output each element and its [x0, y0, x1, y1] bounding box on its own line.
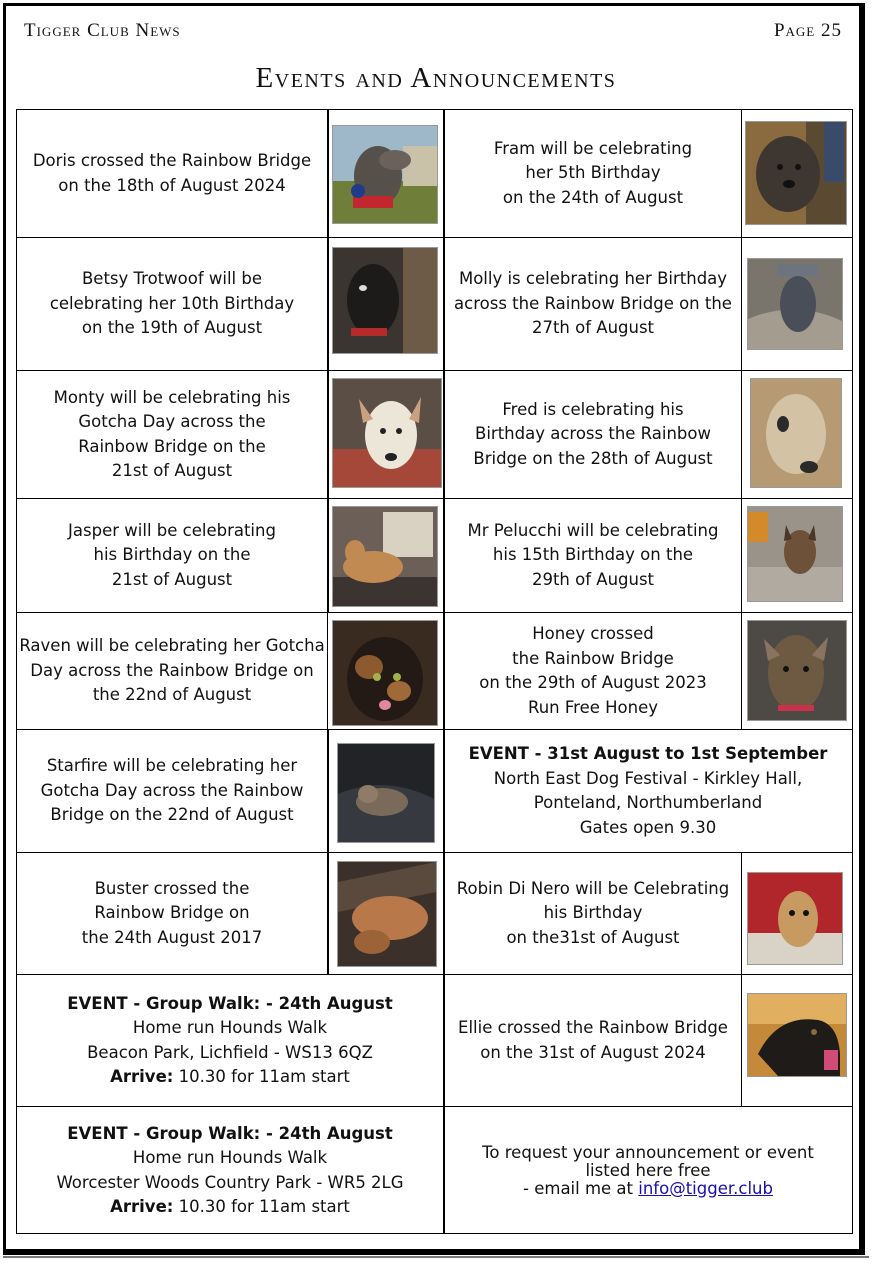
announcement-mr-pelucchi — [444, 499, 742, 612]
table-row — [17, 975, 852, 1107]
betsy-photo — [333, 248, 437, 353]
starfire-photo — [338, 744, 434, 842]
event-beacon-park-walk — [17, 975, 443, 1106]
text-line: celebrating her 10th Birthday — [49, 293, 295, 313]
text-line: Run Free Honey — [527, 697, 658, 717]
text-line: 21st of August — [111, 461, 233, 480]
text-line: Birthday across the Rainbow — [475, 424, 711, 444]
text-line: Day across the Rainbow Bridge on — [30, 660, 314, 680]
monty-photo — [333, 379, 441, 487]
table-row — [17, 371, 852, 499]
text-line: North East Dog Festival - Kirkley Hall, — [493, 768, 803, 788]
text-line: Ellie crossed the Rainbow Bridge — [458, 1018, 728, 1037]
text-line: Betsy Trotwoof will be — [81, 269, 263, 289]
event-dog-festival — [444, 730, 852, 852]
announcement-fram — [444, 110, 742, 237]
text-line: her 5th Birthday — [525, 163, 661, 183]
fred-photo — [751, 379, 841, 487]
text-line: Fred is celebrating his — [502, 399, 684, 419]
raven-photo — [333, 621, 437, 725]
text-line: across the Rainbow Bridge on the — [454, 293, 732, 313]
announcement-molly — [444, 238, 742, 370]
announcement-doris — [17, 110, 327, 237]
page-number: Page 25 — [773, 20, 842, 41]
text-line: Honey crossed — [532, 624, 654, 643]
text-line: Raven will be celebrating her Gotcha — [19, 636, 325, 656]
text-line: Jasper will be celebrating — [68, 520, 276, 540]
text-line: Starfire will be celebrating her — [46, 756, 298, 776]
text-line: To request your announcement or event — [482, 1142, 814, 1162]
text-line: on the31st of August — [506, 927, 680, 947]
text-line: Home run Hounds Walk — [132, 1148, 328, 1167]
request-announcement-note — [444, 1107, 852, 1234]
arrive-label: Arrive: — [110, 1197, 174, 1216]
announcement-raven — [17, 613, 327, 729]
buster-photo — [338, 862, 436, 966]
text-line: his Birthday — [543, 903, 643, 923]
text-line: on the 24th of August — [502, 187, 684, 207]
text-line: on the 31st of August 2024 — [480, 1042, 706, 1062]
announcement-honey — [444, 613, 742, 729]
event-worcester-woods-walk — [17, 1107, 443, 1234]
announcement-buster — [17, 853, 327, 974]
text-line: Bridge on the 28th of August — [473, 448, 713, 468]
ellie-photo — [748, 994, 846, 1076]
text-line: the Rainbow Bridge — [512, 648, 674, 668]
robin-photo — [748, 873, 842, 964]
molly-photo — [748, 259, 842, 349]
email-link[interactable]: info@tigger.club — [638, 1178, 773, 1198]
page-bottom-rule — [3, 1256, 869, 1258]
text-line: Gotcha Day across the — [78, 412, 266, 431]
table-row — [17, 730, 852, 853]
table-row — [17, 110, 852, 238]
table-row — [17, 238, 852, 371]
announcement-ellie — [444, 975, 742, 1106]
text-line: Doris crossed the Rainbow Bridge — [32, 151, 312, 170]
text-line: Rainbow Bridge on — [94, 903, 250, 923]
text-line: the 22nd of August — [92, 685, 252, 705]
announcement-starfire — [17, 730, 327, 852]
text-line: 21st of August — [111, 569, 233, 589]
email-prefix: - email me at — [523, 1178, 639, 1198]
announcement-fred — [444, 371, 742, 498]
announcement-betsy — [17, 238, 327, 370]
honey-photo — [748, 621, 846, 720]
text-line: Monty will be celebrating his — [53, 387, 291, 407]
text-line: listed here free — [585, 1160, 711, 1180]
table-row — [17, 1107, 852, 1234]
jasper-photo — [333, 507, 437, 606]
text-line: his Birthday on the — [93, 545, 251, 565]
table-row — [17, 853, 852, 975]
text-line: his 15th Birthday on the — [492, 545, 694, 565]
announcements-table — [16, 109, 853, 1234]
text-line: Mr Pelucchi will be celebrating — [467, 520, 719, 540]
fram-photo — [746, 122, 846, 224]
table-row — [17, 499, 852, 613]
text-line: Buster crossed the — [94, 878, 250, 898]
text-line: the 24th August 2017 — [81, 927, 263, 947]
announcement-monty — [17, 371, 327, 498]
text-line: 27th of August — [531, 318, 655, 338]
arrive-label: Arrive: — [110, 1067, 174, 1086]
text-line: Bridge on the 22nd of August — [50, 805, 294, 825]
text-line: Robin Di Nero will be Celebrating — [456, 878, 730, 898]
text-line: Home run Hounds Walk — [132, 1018, 328, 1037]
text-line: Gates open 9.30 — [579, 817, 717, 837]
text-line: 29th of August — [531, 569, 655, 589]
announcement-jasper — [17, 499, 327, 612]
table-row — [17, 613, 852, 730]
text-line: Worcester Woods Country Park - WR5 2LG — [56, 1172, 404, 1192]
newsletter-name: Tigger Club News — [24, 20, 181, 41]
event-title: EVENT - Group Walk: - 24th August — [67, 1123, 393, 1143]
text-line: Rainbow Bridge on the — [78, 436, 266, 456]
text-line: on the 18th of August 2024 — [58, 175, 286, 195]
text-line: Fram will be celebrating — [493, 138, 693, 158]
text-line: on the 29th of August 2023 — [479, 673, 707, 692]
mr-pelucchi-photo — [748, 507, 842, 601]
text-line: Molly is celebrating her Birthday — [458, 269, 728, 289]
page-title: Events and Announcements — [255, 62, 617, 94]
doris-photo — [333, 126, 437, 223]
event-title: EVENT - 31st August to 1st September — [468, 744, 828, 763]
text-line: Gotcha Day across the Rainbow — [40, 780, 304, 800]
text-line: Beacon Park, Lichfield - WS13 6QZ — [87, 1042, 373, 1062]
text-line: on the 19th of August — [81, 318, 263, 338]
arrive-time: 10.30 for 11am start — [173, 1067, 350, 1086]
text-line: Ponteland, Northumberland — [533, 793, 763, 812]
announcement-robin — [444, 853, 742, 974]
event-title: EVENT - Group Walk: - 24th August — [67, 993, 393, 1013]
arrive-time: 10.30 for 11am start — [173, 1197, 350, 1216]
